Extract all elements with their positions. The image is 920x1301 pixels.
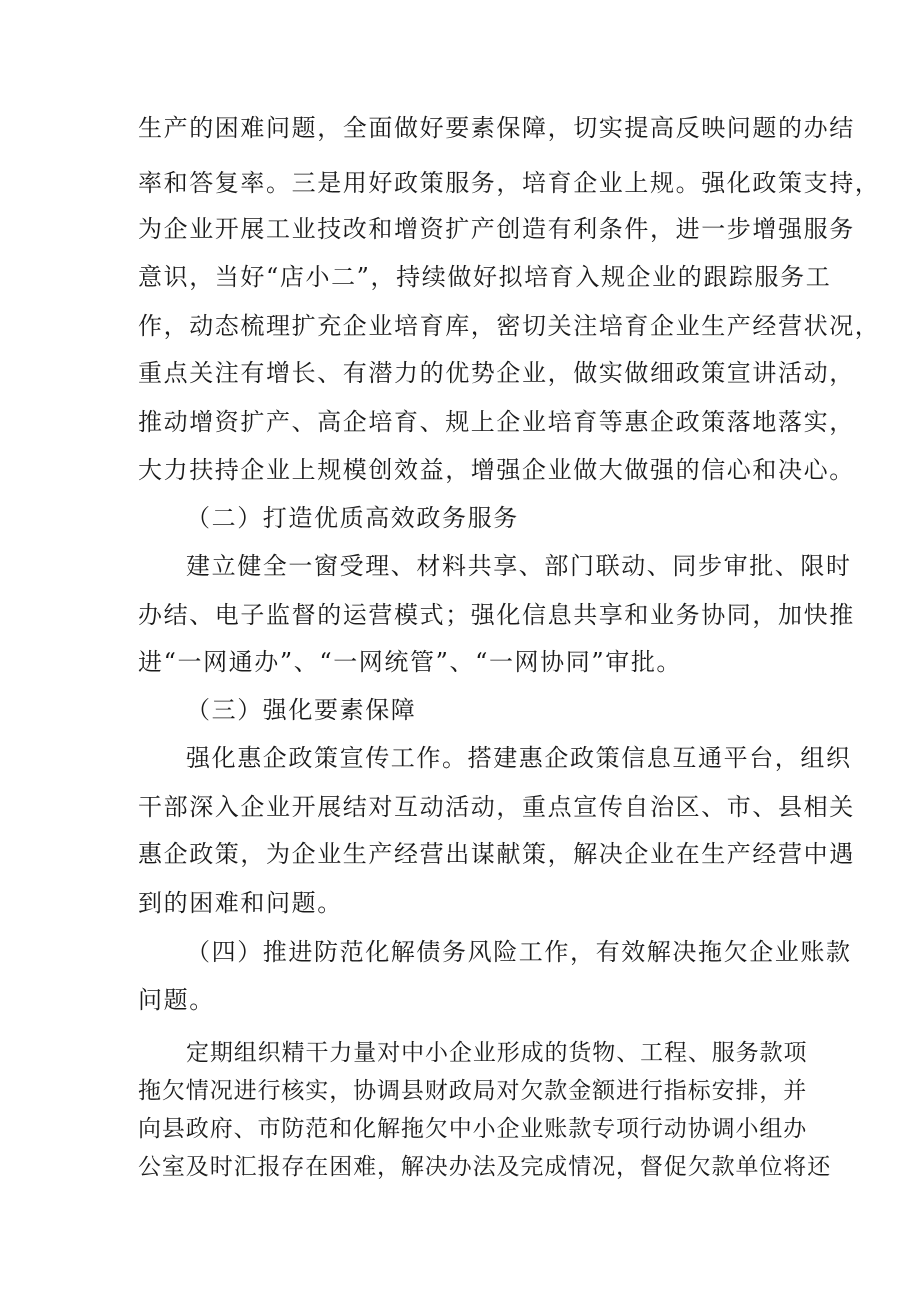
text-line: 大力扶持企业上规模创效益，增强企业做大做强的信心和决心。 xyxy=(138,456,855,484)
text-line: 办结、电子监督的运营模式；强化信息共享和业务协同，加快推 xyxy=(138,601,855,629)
text-line: 意识，当好“店小二”，持续做好拟培育入规企业的跟踪服务工 xyxy=(138,263,832,291)
text-line: 公室及时汇报存在困难，解决办法及完成情况，督促欠款单位将还 xyxy=(138,1154,832,1180)
section-heading-4: （四）推进防范化解债务风险工作，有效解决拖欠企业账款 xyxy=(186,938,852,966)
text-line: 向县政府、市防范和化解拖欠中小企业账款专项行动协调小组办 xyxy=(138,1116,808,1142)
text-line: 为企业开展工业技改和增资扩产创造有利条件，进一步增强服务 xyxy=(138,215,855,243)
text-line: 定期组织精干力量对中小企业形成的货物、工程、服务款项 xyxy=(186,1040,808,1066)
section-heading-2: （二）打造优质高效政务服务 xyxy=(186,504,519,532)
text-line: 问题。 xyxy=(138,986,215,1014)
text-line: 进“一网通办”、“一网统管”、“一网协同”审批。 xyxy=(138,648,683,676)
text-line: 建立健全一窗受理、材料共享、部门联动、同步审批、限时 xyxy=(186,552,852,580)
text-line: 到的困难和问题。 xyxy=(138,889,343,917)
text-line: 推动增资扩产、高企培育、规上企业培育等惠企政策落地落实， xyxy=(138,408,855,436)
section-heading-3: （三）强化要素保障 xyxy=(186,696,417,724)
text-line: 生产的困难问题，全面做好要素保障，切实提高反映问题的办结 xyxy=(138,114,855,142)
text-line: 拖欠情况进行核实，协调县财政局对欠款金额进行指标安排，并 xyxy=(138,1078,808,1104)
text-line: 干部深入企业开展结对互动活动，重点宣传自治区、市、县相关 xyxy=(138,793,855,821)
text-line: 重点关注有增长、有潜力的优势企业，做实做细政策宣讲活动， xyxy=(138,359,855,387)
text-line: 惠企政策，为企业生产经营出谋献策，解决企业在生产经营中遇 xyxy=(138,840,855,868)
text-line: 作，动态梳理扩充企业培育库，密切关注培育企业生产经营状况， xyxy=(138,312,881,340)
text-line: 率和答复率。三是用好政策服务，培育企业上规。强化政策支持， xyxy=(138,169,881,197)
text-line: 强化惠企政策宣传工作。搭建惠企政策信息互通平台，组织 xyxy=(186,744,852,772)
